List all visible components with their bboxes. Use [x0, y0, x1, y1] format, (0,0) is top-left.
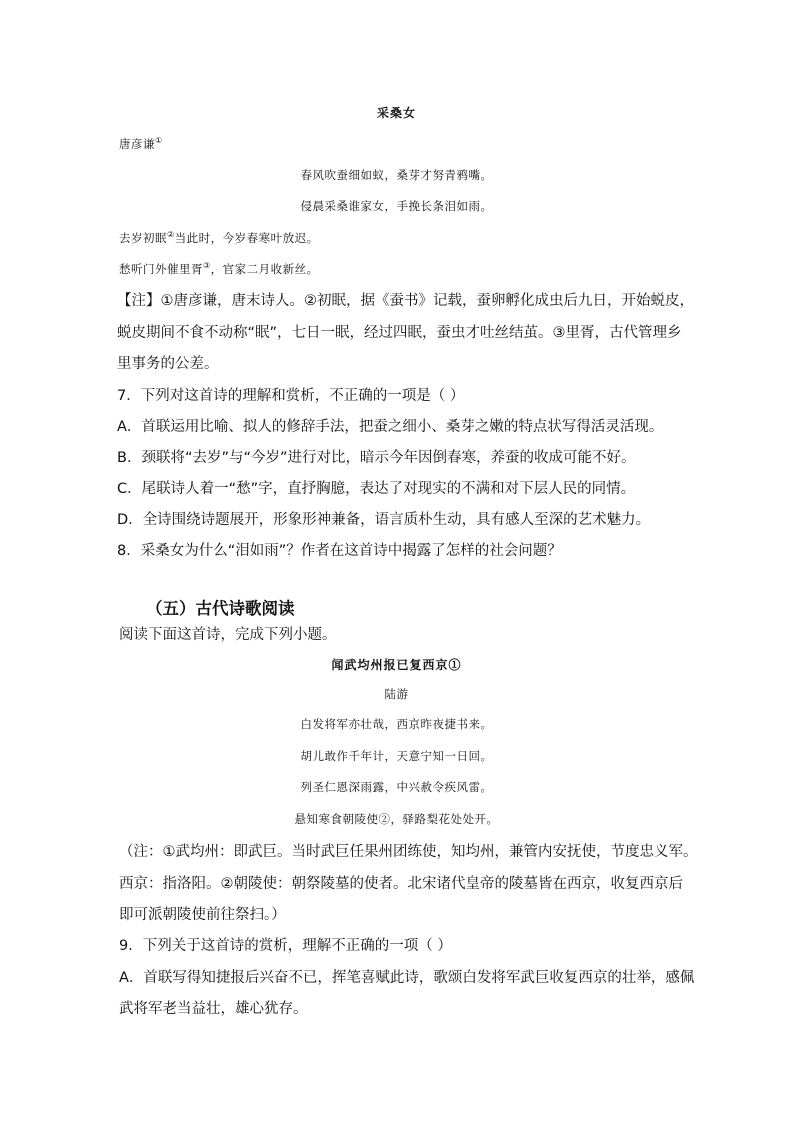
poem2-line3: 列圣仁恩深雨露，中兴赦令疾风雷。: [300, 780, 493, 794]
note2-line2: 西京：指洛阳。②朝陵使：朝祭陵墓的使者。北宋诸代皇帝的陵墓皆在西京，收复西京后: [119, 876, 683, 892]
note1-line2: 蜕皮期间不食不动称“眠”，七日一眠，经过四眠，蚕虫才吐丝结茧。③里胥，古代管理乡: [117, 325, 682, 341]
section5-instruction: 阅读下面这首诗，完成下列小题。: [119, 627, 337, 643]
note1-line3: 里事务的公差。: [117, 356, 219, 372]
poem1-author-note: ①: [155, 136, 163, 146]
note2-line1: （注：①武均州：即武巨。当时武巨任果州团练使，知均州，兼管内安抚使，节度忠义军。: [119, 844, 698, 860]
poem1-line4-note: ③: [203, 261, 211, 271]
poem2-line4: 悬知寒食朝陵使②，驿路梨花处处开。: [294, 812, 499, 826]
poem1-line3-note: ②: [167, 230, 175, 240]
poem1-author-name: 唐彦谦: [119, 137, 155, 151]
q7-option-d: D．全诗围绕诗题展开，形象形神兼备，语言质朴生动，具有感人至深的艺术魅力。: [117, 512, 651, 528]
q7-option-b: B．颈联将“去岁”与“今岁”进行对比，暗示今年因倒春寒，养蚕的收成可能不好。: [117, 450, 636, 466]
poem1-line2: 侵晨采桑谁家女，手挽长条泪如雨。: [300, 199, 493, 213]
poem2-title: 闻武均州报已复西京①: [331, 658, 462, 672]
poem1-line4: [119, 261, 319, 277]
poem2-line1: 白发将军亦壮哉，西京昨夜捷书来。: [300, 717, 493, 731]
poem1-line3-rest: 当此时，今岁春寒叶放迟。: [174, 231, 319, 245]
poem1-line4-rest: ，官家二月收新丝。: [210, 262, 319, 276]
poem1-line4-text: 愁听门外催里胥: [119, 262, 203, 276]
q9-option-a-line1: A．首联写得知捷报后兴奋不已，挥笔喜赋此诗，歌颂白发将军武巨收复西京的壮举，感佩: [119, 970, 695, 986]
q9-stem: 9．下列关于这首诗的赏析，理解不正确的一项（ ）: [119, 938, 452, 954]
q9-option-a-line2: 武将军老当益壮，雄心犹存。: [119, 1001, 308, 1017]
q7-option-c: C．尾联诗人着一“愁”字，直抒胸臆，表达了对现实的不满和对下层人民的同情。: [117, 481, 636, 497]
poem1-line1: 春风吹蚕细如蚁，桑芽才努青鸦嘴。: [300, 168, 493, 182]
note2-line3: 即可派朝陵使前往祭扫。）: [119, 907, 286, 923]
poem2-author: 陆游: [384, 687, 409, 701]
poem1-line3-text: 去岁初眠: [119, 231, 167, 245]
poem2-line2: 胡儿敢作千年计，天意宁知一日回。: [300, 749, 493, 763]
poem1-line3: [119, 230, 319, 246]
section5-heading: （五）古代诗歌阅读: [146, 599, 295, 618]
poem1-title: 采桑女: [376, 106, 416, 120]
q7-option-a: A．首联运用比喻、拟人的修辞手法，把蚕之细小、桑芽之嫩的特点状写得活灵活现。: [117, 419, 664, 435]
note1-line1: 【注】①唐彦谦，唐末诗人。②初眠，据《蚕书》记载，蚕卵孵化成虫后九日，开始蜕皮，: [117, 293, 694, 309]
q8-stem: 8．采桑女为什么“泪如雨”？作者在这首诗中揭露了怎样的社会问题？: [117, 543, 562, 559]
q7-stem: 7．下列对这首诗的理解和赏析，不正确的一项是（ ）: [117, 388, 465, 404]
poem1-author: [119, 136, 163, 152]
